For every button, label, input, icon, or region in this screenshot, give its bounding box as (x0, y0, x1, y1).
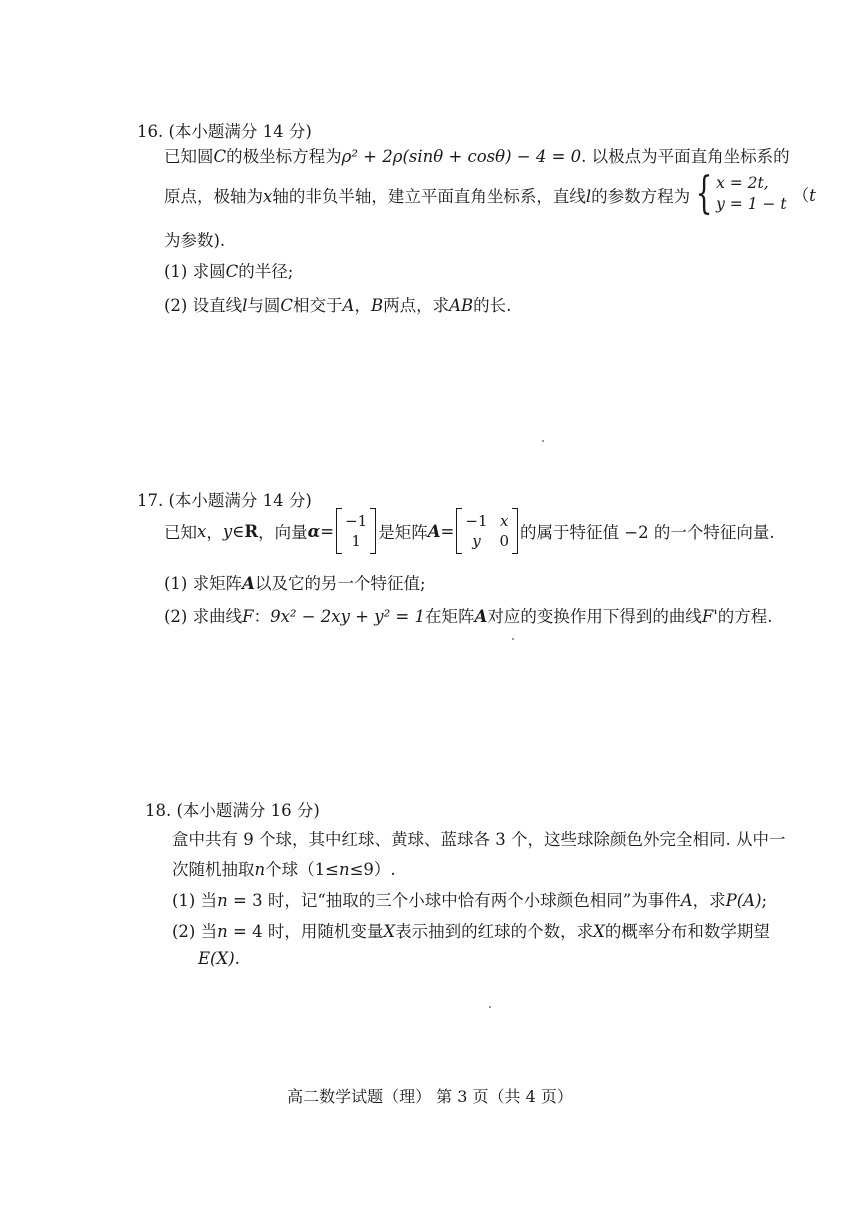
polar-equation: ρ² + 2ρ(sinθ + cosθ) − 4 = 0 (341, 147, 582, 166)
text: 轴的非负半轴，建立平面直角坐标系，直线 (272, 187, 586, 206)
text: 两点，求 (383, 296, 450, 315)
math-l: l (585, 187, 592, 206)
math-F-prime: F' (701, 607, 718, 626)
math-X: X (383, 922, 396, 941)
text: 在矩阵 (425, 607, 475, 626)
vector-entry: 1 (351, 532, 361, 550)
text: 的概率分布和数学期望 (604, 922, 770, 941)
brace-icon: { (695, 168, 713, 219)
math-EX: E(X) (198, 949, 235, 968)
text: . 以极点为平面直角坐标系的 (581, 147, 790, 166)
problem-17-header: 17. (本小题满分 14 分) (137, 491, 312, 510)
math-C: C (225, 262, 239, 281)
bracket-right (370, 508, 376, 554)
matrix-entry: x (500, 512, 509, 530)
problem-16-question-2 (164, 292, 511, 316)
text: 的长. (473, 296, 512, 315)
text: 是矩阵 (378, 523, 428, 542)
text: (2) 当 (172, 922, 218, 941)
text: 的属于特征值 −2 的一个特征向量. (520, 523, 775, 542)
problem-17-line-1 (164, 508, 775, 554)
text: = (320, 521, 335, 541)
text: 的极坐标方程为 (226, 147, 342, 166)
math-C: C (280, 296, 294, 315)
math-l: l (242, 296, 248, 315)
math-A: A (474, 607, 488, 626)
math-x: x (197, 521, 207, 541)
text: 表示抽到的红球的个数，求 (395, 922, 594, 941)
text: (2) 求曲线 (164, 607, 243, 626)
text: 与圆 (247, 296, 281, 315)
math-X: X (593, 922, 605, 941)
text: ; (761, 891, 768, 910)
text: = 4 时，用随机变量 (227, 922, 384, 941)
math-n: n (217, 922, 228, 941)
text: 以及它的另一个特征值; (254, 574, 426, 593)
text: (1) 求矩阵 (164, 574, 243, 593)
text: = 3 时，记“抽取的三个小球中恰有两个小球颜色相同”为事件 (227, 891, 681, 910)
math-t: t (809, 186, 816, 205)
text: 已知 (164, 523, 197, 542)
problem-18-question-1 (172, 887, 767, 911)
bracket-right (512, 508, 518, 554)
vector-alpha (336, 508, 376, 554)
problem-16-header: 16. (本小题满分 14 分) (137, 122, 312, 141)
math-n: n (217, 891, 228, 910)
param-eq-x: x = 2t, (716, 174, 769, 192)
curve-equation: 9x² − 2xy + y² = 1 (270, 607, 425, 626)
page-footer: 高二数学试题（理） 第 3 页（共 4 页） (287, 1087, 573, 1106)
text: (1) 求圆 (164, 262, 226, 281)
scan-speck (489, 1006, 491, 1008)
problem-16-line-2 (164, 168, 816, 219)
scan-speck (542, 440, 544, 442)
text: 对应的变换作用下得到的曲线 (487, 607, 702, 626)
math-n: n (338, 860, 350, 879)
vector-entry: −1 (345, 512, 368, 530)
matrix-entry: y (472, 532, 481, 550)
text: 的方程. (717, 607, 773, 626)
text: = (440, 521, 455, 541)
problem-17-question-1 (164, 570, 426, 594)
text: 原点，极轴为 (164, 187, 263, 206)
text: (2) 设直线 (164, 296, 243, 315)
problem-16-line-3: 为参数). (164, 231, 226, 250)
math-B: B (370, 296, 384, 315)
math-C: C (213, 147, 227, 166)
problem-17-question-2 (164, 603, 773, 627)
math-F: F (242, 607, 254, 626)
text: 次随机抽取 (172, 860, 255, 879)
text: (1) 当 (172, 891, 218, 910)
text: 的半径; (238, 262, 294, 281)
text: 已知圆 (164, 147, 214, 166)
matrix-entry: −1 (465, 512, 488, 530)
text: . (234, 949, 240, 968)
problem-18-question-2 (172, 918, 770, 942)
text: （ (792, 186, 810, 205)
text: ， (206, 523, 223, 542)
math-A: A (680, 891, 693, 910)
matrix-A (456, 508, 518, 554)
problem-18-question-2-cont (198, 949, 240, 968)
text: 个球（1≤ (265, 860, 339, 879)
param-eq-y: y = 1 − t (716, 195, 787, 213)
scan-speck (512, 638, 514, 640)
math-AB: AB (449, 296, 474, 315)
math-y-in: y∈ (222, 521, 245, 541)
matrix-entry: 0 (499, 532, 510, 550)
problem-18-header: 18. (本小题满分 16 分) (145, 801, 320, 820)
text: 的参数方程为 (591, 187, 691, 206)
text: ， (354, 296, 371, 315)
problem-16-question-1 (164, 258, 293, 282)
math-A: A (242, 574, 255, 593)
parametric-system (690, 168, 787, 219)
text: 相交于 (293, 296, 343, 315)
text: ，求 (692, 891, 726, 910)
problem-18-line-2 (172, 856, 396, 880)
math-R: R (244, 521, 259, 541)
problem-18-line-1: 盒中共有 9 个球，其中红球、黄球、蓝球各 3 个，这些球除颜色外完全相同. 从中一 (172, 830, 786, 849)
math-alpha: α (307, 521, 321, 541)
text: ≤9）. (349, 860, 396, 879)
math-A: A (427, 521, 441, 541)
text: ： (253, 607, 271, 626)
problem-16-line-1 (164, 143, 790, 167)
math-x: x (263, 187, 273, 206)
text: ，向量 (258, 523, 308, 542)
math-PA: P(A) (725, 891, 762, 910)
math-A: A (342, 296, 355, 315)
math-n: n (254, 860, 266, 879)
